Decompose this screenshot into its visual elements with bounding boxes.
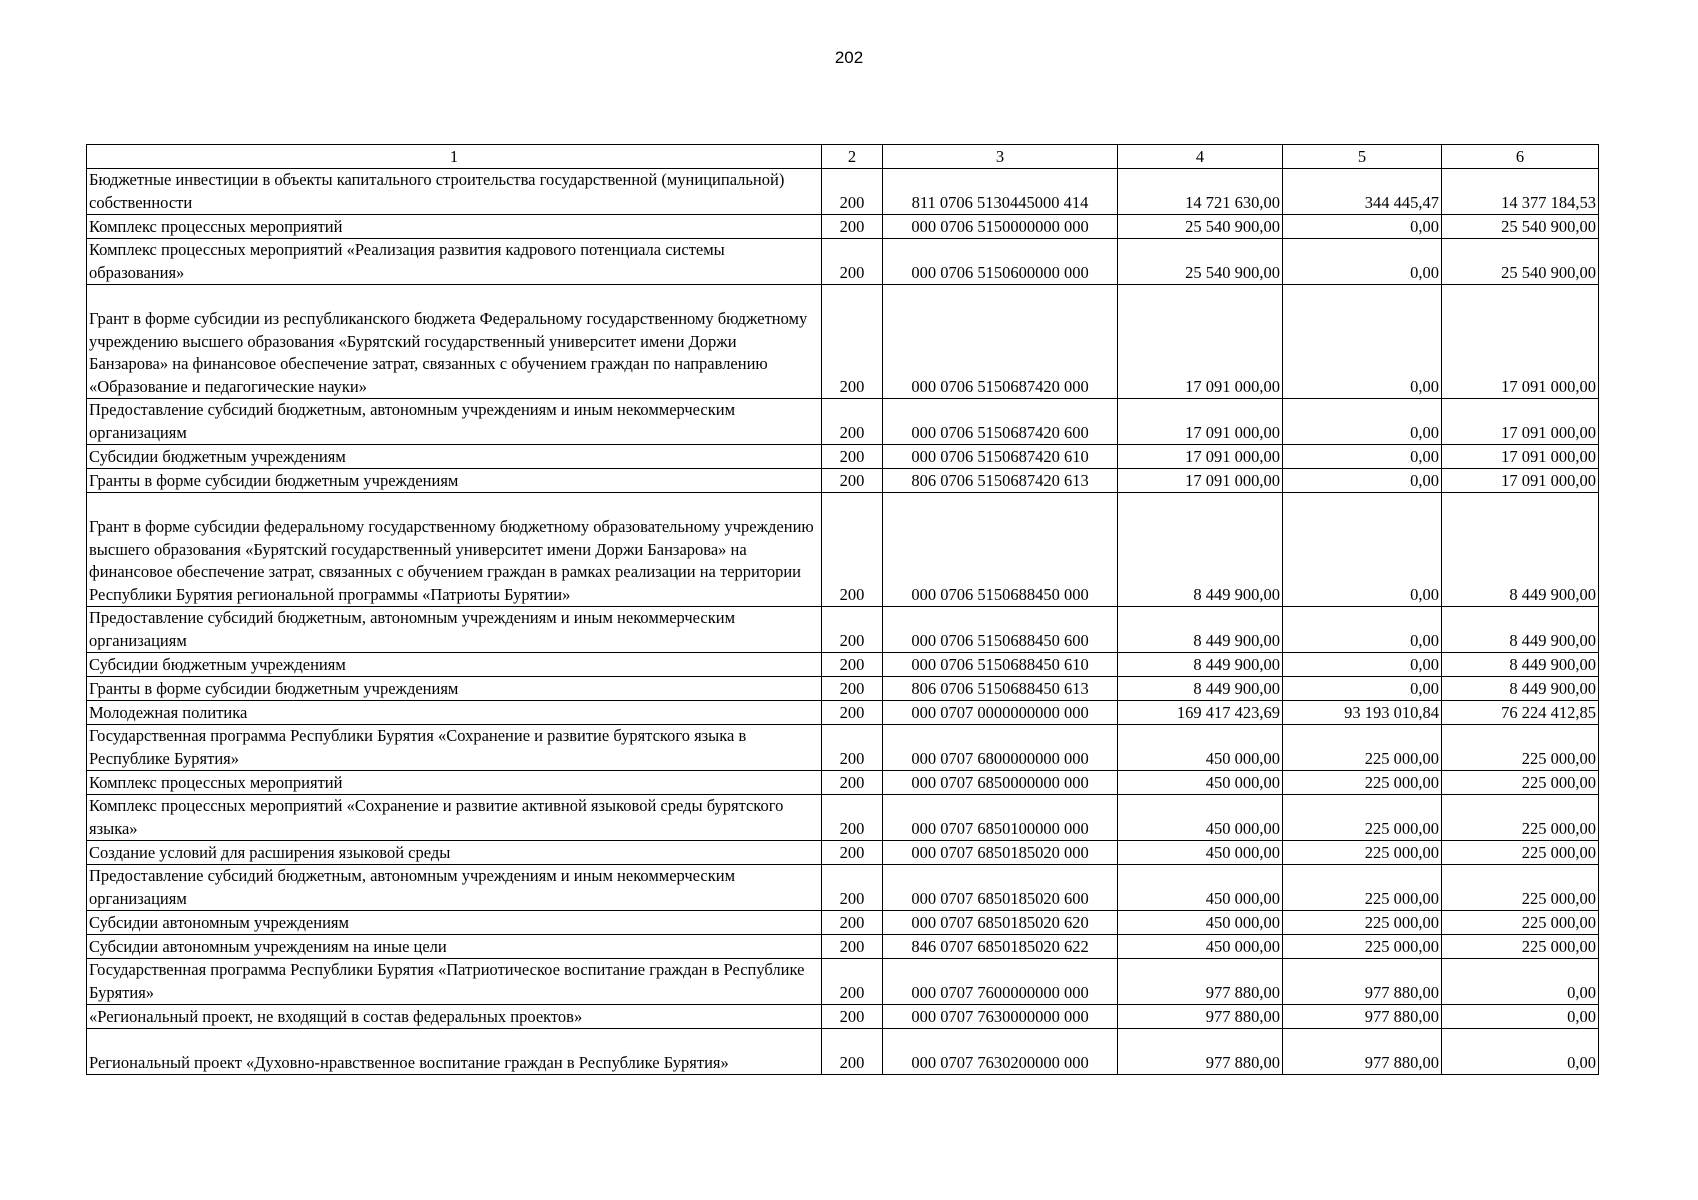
row-budget-code: 000 0707 6800000000 000 — [883, 725, 1118, 771]
row-code-line: 200 — [822, 1005, 883, 1029]
row-approved: 25 540 900,00 — [1118, 215, 1283, 239]
column-number-2: 2 — [822, 145, 883, 169]
row-approved: 450 000,00 — [1118, 771, 1283, 795]
row-code-line: 200 — [822, 725, 883, 771]
row-name: Комплекс процессных мероприятий — [87, 771, 822, 795]
column-number-1: 1 — [87, 145, 822, 169]
row-unexecuted: 8 449 900,00 — [1442, 493, 1599, 607]
row-name: Субсидии автономным учреждениям — [87, 911, 822, 935]
row-budget-code: 000 0707 6850185020 000 — [883, 841, 1118, 865]
row-approved: 25 540 900,00 — [1118, 239, 1283, 285]
row-code-line: 200 — [822, 653, 883, 677]
row-approved: 8 449 900,00 — [1118, 653, 1283, 677]
row-code-line: 200 — [822, 215, 883, 239]
row-name: Грант в форме субсидии федеральному государственному бюджетному образовательному учреждению высшего образования «Бурятский государственный университет имени Доржи Банзарова» на финансовое обеспечение затрат, связанных с обучением граждан в рамках реализации на территории Республики Бурятия региональной программы «Патриоты Бурятии» — [87, 493, 822, 607]
table-row — [87, 653, 1599, 677]
column-number-row — [87, 145, 1599, 169]
row-approved: 17 091 000,00 — [1118, 445, 1283, 469]
row-budget-code: 000 0706 5150688450 610 — [883, 653, 1118, 677]
row-code-line: 200 — [822, 285, 883, 399]
row-executed: 0,00 — [1283, 677, 1442, 701]
table-row — [87, 935, 1599, 959]
row-approved: 8 449 900,00 — [1118, 493, 1283, 607]
row-unexecuted: 225 000,00 — [1442, 795, 1599, 841]
budget-table-body — [87, 145, 1599, 1075]
table-row — [87, 701, 1599, 725]
row-code-line: 200 — [822, 771, 883, 795]
row-unexecuted: 8 449 900,00 — [1442, 677, 1599, 701]
row-budget-code: 000 0707 6850100000 000 — [883, 795, 1118, 841]
row-code-line: 200 — [822, 959, 883, 1005]
row-name: Создание условий для расширения языковой среды — [87, 841, 822, 865]
table-row — [87, 911, 1599, 935]
row-approved: 8 449 900,00 — [1118, 677, 1283, 701]
row-executed: 0,00 — [1283, 239, 1442, 285]
row-name: Комплекс процессных мероприятий «Сохранение и развитие активной языковой среды бурятского языка» — [87, 795, 822, 841]
row-name: Субсидии бюджетным учреждениям — [87, 653, 822, 677]
row-approved: 8 449 900,00 — [1118, 607, 1283, 653]
row-code-line: 200 — [822, 607, 883, 653]
row-executed: 225 000,00 — [1283, 865, 1442, 911]
table-row — [87, 677, 1599, 701]
table-row — [87, 469, 1599, 493]
table-row — [87, 1005, 1599, 1029]
row-executed: 0,00 — [1283, 469, 1442, 493]
table-row — [87, 771, 1599, 795]
page-number: 202 — [834, 48, 864, 67]
row-unexecuted: 0,00 — [1442, 959, 1599, 1005]
row-executed: 977 880,00 — [1283, 1029, 1442, 1075]
row-approved: 450 000,00 — [1118, 725, 1283, 771]
row-code-line: 200 — [822, 935, 883, 959]
row-executed: 0,00 — [1283, 215, 1442, 239]
row-unexecuted: 225 000,00 — [1442, 911, 1599, 935]
row-code-line: 200 — [822, 677, 883, 701]
row-budget-code: 000 0706 5150688450 000 — [883, 493, 1118, 607]
row-budget-code: 000 0707 7600000000 000 — [883, 959, 1118, 1005]
row-approved: 977 880,00 — [1118, 1005, 1283, 1029]
row-approved: 977 880,00 — [1118, 959, 1283, 1005]
row-unexecuted: 14 377 184,53 — [1442, 169, 1599, 215]
table-row — [87, 169, 1599, 215]
row-budget-code: 000 0706 5150687420 610 — [883, 445, 1118, 469]
table-row — [87, 1029, 1599, 1075]
table-row — [87, 725, 1599, 771]
table-row — [87, 493, 1599, 607]
row-budget-code: 000 0707 6850000000 000 — [883, 771, 1118, 795]
row-unexecuted: 17 091 000,00 — [1442, 285, 1599, 399]
row-unexecuted: 8 449 900,00 — [1442, 607, 1599, 653]
budget-table — [86, 144, 1599, 1075]
row-code-line: 200 — [822, 701, 883, 725]
row-approved: 977 880,00 — [1118, 1029, 1283, 1075]
row-executed: 977 880,00 — [1283, 959, 1442, 1005]
row-unexecuted: 17 091 000,00 — [1442, 399, 1599, 445]
row-budget-code: 000 0707 7630200000 000 — [883, 1029, 1118, 1075]
row-code-line: 200 — [822, 239, 883, 285]
row-unexecuted: 25 540 900,00 — [1442, 215, 1599, 239]
row-budget-code: 000 0706 5150600000 000 — [883, 239, 1118, 285]
row-executed: 0,00 — [1283, 285, 1442, 399]
row-unexecuted: 8 449 900,00 — [1442, 653, 1599, 677]
row-name: Предоставление субсидий бюджетным, автономным учреждениям и иным некоммерческим организациям — [87, 607, 822, 653]
row-budget-code: 000 0707 6850185020 600 — [883, 865, 1118, 911]
row-name: Региональный проект «Духовно-нравственное воспитание граждан в Республике Бурятия» — [87, 1029, 822, 1075]
row-unexecuted: 225 000,00 — [1442, 725, 1599, 771]
row-code-line: 200 — [822, 399, 883, 445]
column-number-4: 4 — [1118, 145, 1283, 169]
column-number-3: 3 — [883, 145, 1118, 169]
row-name: Грант в форме субсидии из республиканского бюджета Федеральному государственному бюджетному учреждению высшего образования «Бурятский государственный университет имени Доржи Банзарова» на финансовое обеспечение затрат, связанных с обучением граждан по направлению «Образование и педагогические науки» — [87, 285, 822, 399]
row-approved: 450 000,00 — [1118, 841, 1283, 865]
row-name: Субсидии автономным учреждениям на иные цели — [87, 935, 822, 959]
row-budget-code: 000 0706 5150688450 600 — [883, 607, 1118, 653]
column-number-6: 6 — [1442, 145, 1599, 169]
row-code-line: 200 — [822, 865, 883, 911]
row-name: Комплекс процессных мероприятий «Реализация развития кадрового потенциала системы образования» — [87, 239, 822, 285]
row-executed: 0,00 — [1283, 607, 1442, 653]
table-row — [87, 399, 1599, 445]
column-number-5: 5 — [1283, 145, 1442, 169]
row-executed: 225 000,00 — [1283, 841, 1442, 865]
table-row — [87, 607, 1599, 653]
row-name: «Региональный проект, не входящий в состав федеральных проектов» — [87, 1005, 822, 1029]
row-budget-code: 000 0707 6850185020 620 — [883, 911, 1118, 935]
table-row — [87, 841, 1599, 865]
row-unexecuted: 225 000,00 — [1442, 771, 1599, 795]
row-code-line: 200 — [822, 1029, 883, 1075]
table-row — [87, 865, 1599, 911]
row-code-line: 200 — [822, 445, 883, 469]
table-row — [87, 215, 1599, 239]
row-unexecuted: 0,00 — [1442, 1005, 1599, 1029]
row-unexecuted: 17 091 000,00 — [1442, 469, 1599, 493]
row-budget-code: 846 0707 6850185020 622 — [883, 935, 1118, 959]
row-executed: 0,00 — [1283, 493, 1442, 607]
row-budget-code: 000 0706 5150000000 000 — [883, 215, 1118, 239]
row-code-line: 200 — [822, 493, 883, 607]
row-approved: 450 000,00 — [1118, 911, 1283, 935]
row-approved: 450 000,00 — [1118, 865, 1283, 911]
row-code-line: 200 — [822, 841, 883, 865]
row-name: Предоставление субсидий бюджетным, автономным учреждениям и иным некоммерческим организациям — [87, 399, 822, 445]
row-budget-code: 000 0706 5150687420 600 — [883, 399, 1118, 445]
row-code-line: 200 — [822, 469, 883, 493]
row-budget-code: 806 0706 5150688450 613 — [883, 677, 1118, 701]
row-approved: 17 091 000,00 — [1118, 399, 1283, 445]
row-approved: 17 091 000,00 — [1118, 469, 1283, 493]
row-executed: 225 000,00 — [1283, 725, 1442, 771]
row-name: Государственная программа Республики Бурятия «Сохранение и развитие бурятского языка в Республике Бурятия» — [87, 725, 822, 771]
row-approved: 450 000,00 — [1118, 935, 1283, 959]
row-executed: 225 000,00 — [1283, 771, 1442, 795]
row-unexecuted: 17 091 000,00 — [1442, 445, 1599, 469]
row-name: Бюджетные инвестиции в объекты капитального строительства государственной (муниципальной) собственности — [87, 169, 822, 215]
row-executed: 344 445,47 — [1283, 169, 1442, 215]
row-budget-code: 806 0706 5150687420 613 — [883, 469, 1118, 493]
row-executed: 93 193 010,84 — [1283, 701, 1442, 725]
row-executed: 0,00 — [1283, 399, 1442, 445]
row-executed: 225 000,00 — [1283, 911, 1442, 935]
row-name: Предоставление субсидий бюджетным, автономным учреждениям и иным некоммерческим организациям — [87, 865, 822, 911]
row-approved: 450 000,00 — [1118, 795, 1283, 841]
table-row — [87, 959, 1599, 1005]
row-budget-code: 000 0707 7630000000 000 — [883, 1005, 1118, 1029]
table-row — [87, 239, 1599, 285]
row-approved: 17 091 000,00 — [1118, 285, 1283, 399]
table-row — [87, 285, 1599, 399]
row-executed: 0,00 — [1283, 445, 1442, 469]
table-row — [87, 795, 1599, 841]
row-name: Гранты в форме субсидии бюджетным учреждениям — [87, 469, 822, 493]
row-code-line: 200 — [822, 911, 883, 935]
row-executed: 225 000,00 — [1283, 795, 1442, 841]
row-name: Комплекс процессных мероприятий — [87, 215, 822, 239]
row-unexecuted: 225 000,00 — [1442, 841, 1599, 865]
row-approved: 14 721 630,00 — [1118, 169, 1283, 215]
row-executed: 0,00 — [1283, 653, 1442, 677]
row-executed: 977 880,00 — [1283, 1005, 1442, 1029]
row-name: Молодежная политика — [87, 701, 822, 725]
row-code-line: 200 — [822, 169, 883, 215]
row-budget-code: 000 0707 0000000000 000 — [883, 701, 1118, 725]
row-budget-code: 811 0706 5130445000 414 — [883, 169, 1118, 215]
row-executed: 225 000,00 — [1283, 935, 1442, 959]
row-unexecuted: 76 224 412,85 — [1442, 701, 1599, 725]
row-name: Гранты в форме субсидии бюджетным учреждениям — [87, 677, 822, 701]
row-unexecuted: 225 000,00 — [1442, 865, 1599, 911]
row-name: Государственная программа Республики Бурятия «Патриотическое воспитание граждан в Республике Бурятия» — [87, 959, 822, 1005]
row-budget-code: 000 0706 5150687420 000 — [883, 285, 1118, 399]
table-row — [87, 445, 1599, 469]
row-name: Субсидии бюджетным учреждениям — [87, 445, 822, 469]
row-approved: 169 417 423,69 — [1118, 701, 1283, 725]
row-code-line: 200 — [822, 795, 883, 841]
row-unexecuted: 25 540 900,00 — [1442, 239, 1599, 285]
row-unexecuted: 225 000,00 — [1442, 935, 1599, 959]
row-unexecuted: 0,00 — [1442, 1029, 1599, 1075]
